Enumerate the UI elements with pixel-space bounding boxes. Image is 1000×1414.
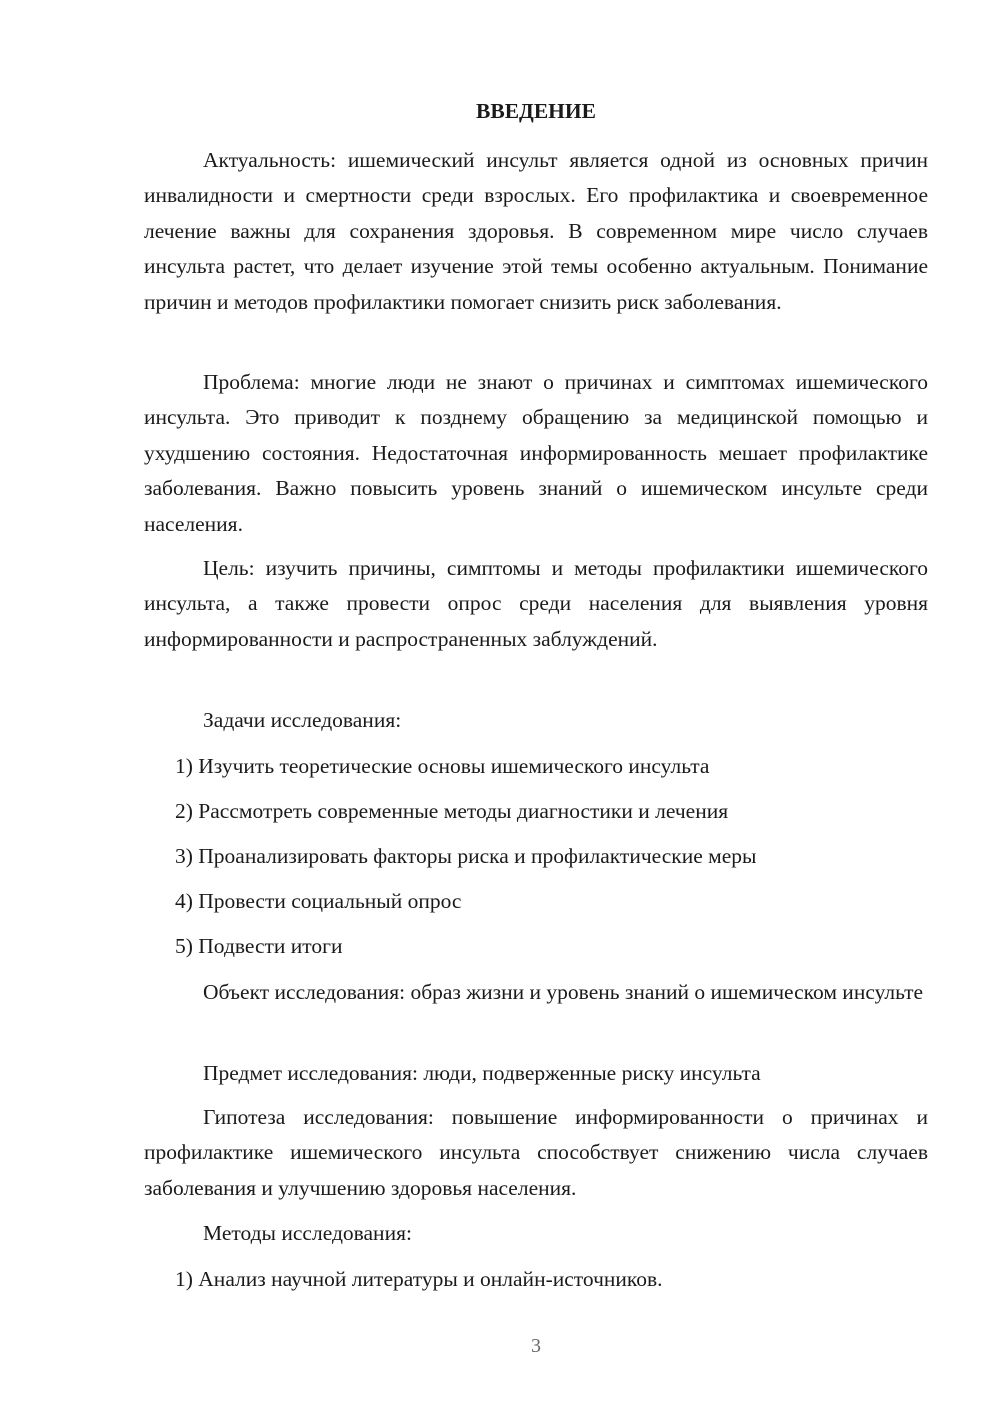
page-number: 3 xyxy=(531,1335,541,1357)
relevance-paragraph xyxy=(144,143,928,320)
list-item: 5) Подвести итоги xyxy=(175,934,343,958)
goal-paragraph xyxy=(144,551,928,657)
list-item: 1) Изучить теоретические основы ишемического инсульта xyxy=(175,754,710,778)
goal-text: Цель: изучить причины, симптомы и методы профилактики ишемического инсульта, а также провести опрос среди населения для выявления уровня информированности и распространенных заблуждений. xyxy=(144,556,928,651)
methods-heading: Методы исследования: xyxy=(203,1221,412,1245)
hypothesis-text: Гипотеза исследования: повышение информированности о причинах и профилактике ишемического инсульта способствует снижению числа случаев заболевания и улучшению здоровья населения. xyxy=(144,1105,928,1200)
relevance-text: Актуальность: ишемический инсульт является одной из основных причин инвалидности и смертности среди взрослых. Его профилактика и своевременное лечение важны для сохранения здоровья. В современном мире число случаев инсульта растет, что делает изучение этой темы особенно актуальным. Понимание причин и методов профилактики помогает снизить риск заболевания. xyxy=(144,148,928,314)
problem-text: Проблема: многие люди не знают о причинах и симптомах ишемического инсульта. Это приводит к позднему обращению за медицинской помощью и ухудшению состояния. Недостаточная информированность мешает профилактике заболевания. Важно повысить уровень знаний о ишемическом инсульте среди населения. xyxy=(144,370,928,536)
list-item: 1) Анализ научной литературы и онлайн-источников. xyxy=(175,1267,663,1291)
hypothesis-paragraph xyxy=(144,1100,928,1206)
subject-line: Предмет исследования: люди, подверженные риску инсульта xyxy=(203,1061,761,1085)
problem-paragraph xyxy=(144,365,928,542)
list-item: 3) Проанализировать факторы риска и профилактические меры xyxy=(175,844,757,868)
tasks-heading: Задачи исследования: xyxy=(203,708,402,732)
page-title: ВВЕДЕНИЕ xyxy=(476,99,596,123)
list-item: 2) Рассмотреть современные методы диагностики и лечения xyxy=(175,799,729,823)
list-item: 4) Провести социальный опрос xyxy=(175,889,462,913)
object-text: Объект исследования: образ жизни и уровень знаний о ишемическом инсульте xyxy=(203,980,924,1004)
object-paragraph xyxy=(144,975,928,1010)
